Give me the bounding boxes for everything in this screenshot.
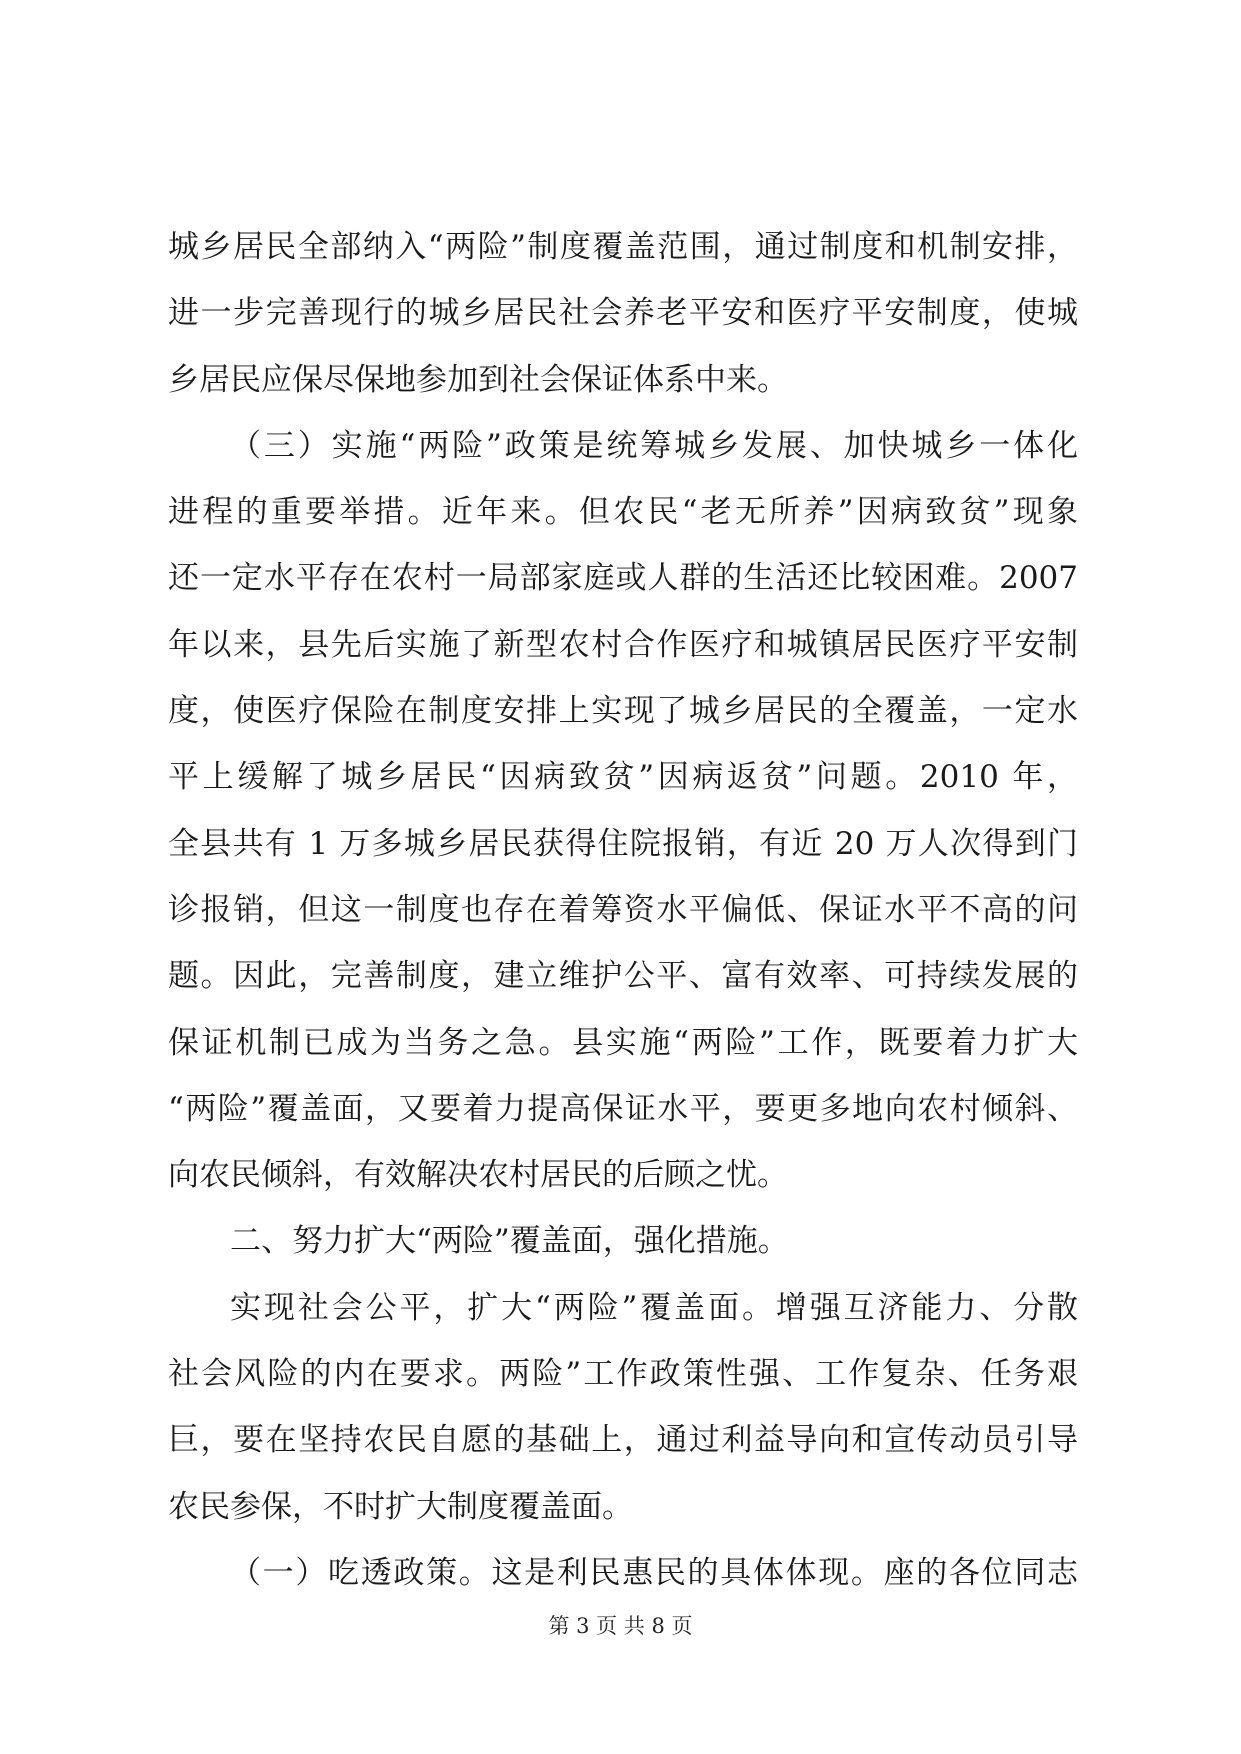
text-line: 度，使医疗保险在制度安排上实现了城乡居民的全覆盖，一定水 (168, 693, 1078, 730)
text-line: 题。因此，完善制度，建立维护公平、富有效率、可持续发展的 (168, 958, 1078, 995)
text-line: 城乡居民全部纳入“两险”制度覆盖范围，通过制度和机制安排， (168, 229, 1078, 265)
text-line: 向农民倾斜，有效解决农村居民的后顾之忧。 (168, 1157, 788, 1194)
text-line: 年以来，县先后实施了新型农村合作医疗和城镇居民医疗平安制 (168, 626, 1078, 663)
text-line: 二、努力扩大“两险”覆盖面，强化措施。 (230, 1223, 789, 1260)
body-text (168, 214, 1078, 1606)
text-line: 乡居民应保尽保地参加到社会保证体系中来。 (168, 361, 788, 398)
text-line: 实现社会公平，扩大“两险”覆盖面。增强互济能力、分散 (230, 1289, 1078, 1326)
text-line: 平上缓解了城乡居民“因病致贫”因病返贫”问题。2010 年， (168, 759, 1078, 796)
text-line: 全县共有 1 万多城乡居民获得住院报销，有近 20 万人次得到门 (168, 825, 1078, 862)
page-footer: 第 3 页 共 8 页 (548, 1614, 693, 1638)
text-line: 进程的重要举措。近年来。但农民“老无所养”因病致贫”现象 (168, 494, 1078, 531)
text-line: 巨，要在坚持农民自愿的基础上，通过利益导向和宣传动员引导 (168, 1422, 1078, 1459)
text-line: 诊报销，但这一制度也存在着筹资水平偏低、保证水平不高的问 (168, 891, 1078, 928)
text-line: 保证机制已成为当务之急。县实施“两险”工作，既要着力扩大 (168, 1024, 1078, 1061)
text-line: 还一定水平存在农村一局部家庭或人群的生活还比较困难。2007 (168, 560, 1078, 597)
text-line: “两险”覆盖面，又要着力提高保证水平，要更多地向农村倾斜、 (168, 1090, 1078, 1127)
text-line: （一）吃透政策。这是利民惠民的具体体现。座的各位同志 (230, 1554, 1078, 1591)
text-line: 农民参保，不时扩大制度覆盖面。 (168, 1488, 633, 1525)
text-line: （三）实施“两险”政策是统筹城乡发展、加快城乡一体化 (230, 427, 1078, 464)
text-line: 社会风险的内在要求。两险”工作政策性强、工作复杂、任务艰 (168, 1356, 1078, 1393)
text-line: 进一步完善现行的城乡居民社会养老平安和医疗平安制度，使城 (168, 295, 1078, 332)
